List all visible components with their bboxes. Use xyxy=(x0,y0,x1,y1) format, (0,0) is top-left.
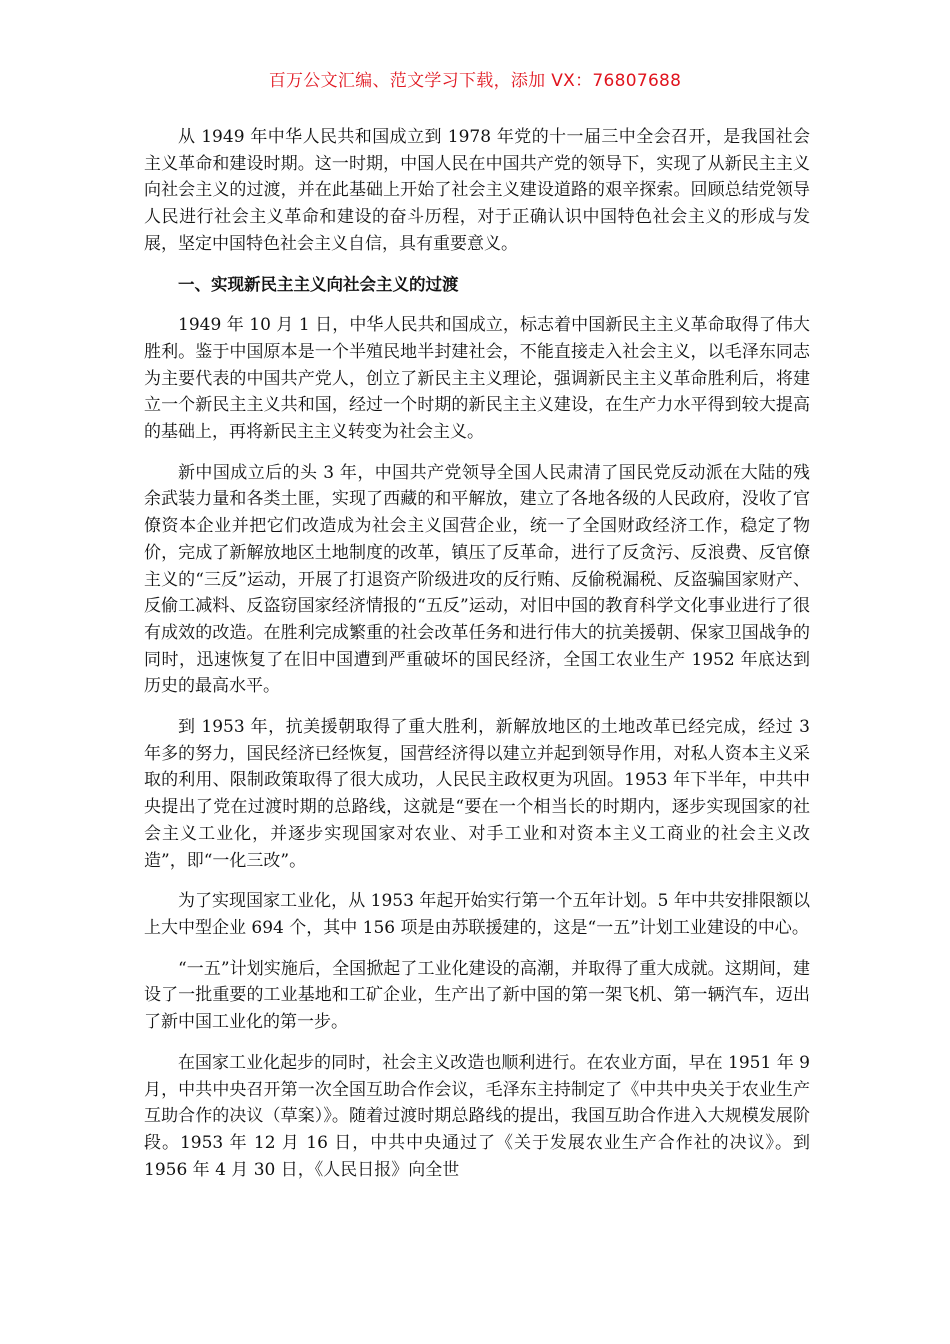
download-banner: 百万公文汇编、范文学习下载，添加 VX：76807688 xyxy=(268,71,682,91)
section-heading: 一、实现新民主主义向社会主义的过渡 xyxy=(178,274,459,294)
paragraph: 新中国成立后的头 3 年，中国共产党领导全国人民肃清了国民党反动派在大陆的残余武装力量和各类土匪，实现了西藏的和平解放，建立了各地各级的人民政府，没收了官僚资本企业并把它们改造成为社会主义国营企业，统一了全国财政经济工作，稳定了物价，完成了新解放地区土地制度的改革，镇压了反革命，进行了反贪污、反浪费、反官僚主义的“三反”运动，开展了打退资产阶级进攻的反行贿、反偷税漏税、反盗骗国家财产、反偷工减料、反盗窃国家经济情报的“五反”运动，对旧中国的教育科学文化事业进行了很有成效的改造。在胜利完成繁重的社会改革任务和进行伟大的抗美援朝、保家卫国战争的同时，迅速恢复了在旧中国遭到严重破坏的国民经济，全国工农业生产 1952 年底达到历史的最高水平。 xyxy=(144,462,810,697)
paragraph: 到 1953 年，抗美援朝取得了重大胜利，新解放地区的土地改革已经完成，经过 3 年多的努力，国民经济已经恢复，国营经济得以建立并起到领导作用，对私人资本主义采取的利用、限制政策取得了很大成功，人民民主政权更为巩固。1953 年下半年，中共中央提出了党在过渡时期的总路线，这就是“要在一个相当长的时期内，逐步实现国家的社会主义工业化，并逐步实现国家对农业、对手工业和对资本主义工商业的社会主义改造”，即“一化三改”。 xyxy=(144,717,810,871)
document-body xyxy=(144,124,810,1197)
intro-paragraph: 从 1949 年中华人民共和国成立到 1978 年党的十一届三中全会召开，是我国社会主义革命和建设时期。这一时期，中国人民在中国共产党的领导下，实现了从新民主主义向社会主义的过渡，并在此基础上开始了社会主义建设道路的艰辛探索。回顾总结党领导人民进行社会主义革命和建设的奋斗历程，对于正确认识中国特色社会主义的形成与发展，坚定中国特色社会主义自信，具有重要意义。 xyxy=(144,127,810,254)
paragraph: “一五”计划实施后，全国掀起了工业化建设的高潮，并取得了重大成就。这期间，建设了一批重要的工业基地和工矿企业，生产出了新中国的第一架飞机、第一辆汽车，迈出了新中国工业化的第一步。 xyxy=(144,958,810,1033)
paragraph: 在国家工业化起步的同时，社会主义改造也顺利进行。在农业方面，早在 1951 年 9 月，中共中央召开第一次全国互助合作会议，毛泽东主持制定了《中共中央关于农业生产互助合作的决议（草案）》。随着过渡时期总路线的提出，我国互助合作进入大规模发展阶段。1953 年 12 月 16 日，中共中央通过了《关于发展农业生产合作社的决议》。到 1956 年 4 月 30 日，《人民日报》向全世 xyxy=(144,1052,810,1180)
paragraph: 1949 年 10 月 1 日，中华人民共和国成立，标志着中国新民主主义革命取得了伟大胜利。鉴于中国原本是一个半殖民地半封建社会，不能直接走入社会主义，以毛泽东同志为主要代表的中国共产党人，创立了新民主主义理论，强调新民主主义革命胜利后，将建立一个新民主主义共和国，经过一个时期的新民主主义建设，在生产力水平得到较大提高的基础上，再将新民主主义转变为社会主义。 xyxy=(144,315,810,443)
paragraph: 为了实现国家工业化，从 1953 年起开始实行第一个五年计划。5 年中共安排限额以上大中型企业 694 个，其中 156 项是由苏联援建的，这是“一五”计划工业建设的中心。 xyxy=(144,891,810,938)
